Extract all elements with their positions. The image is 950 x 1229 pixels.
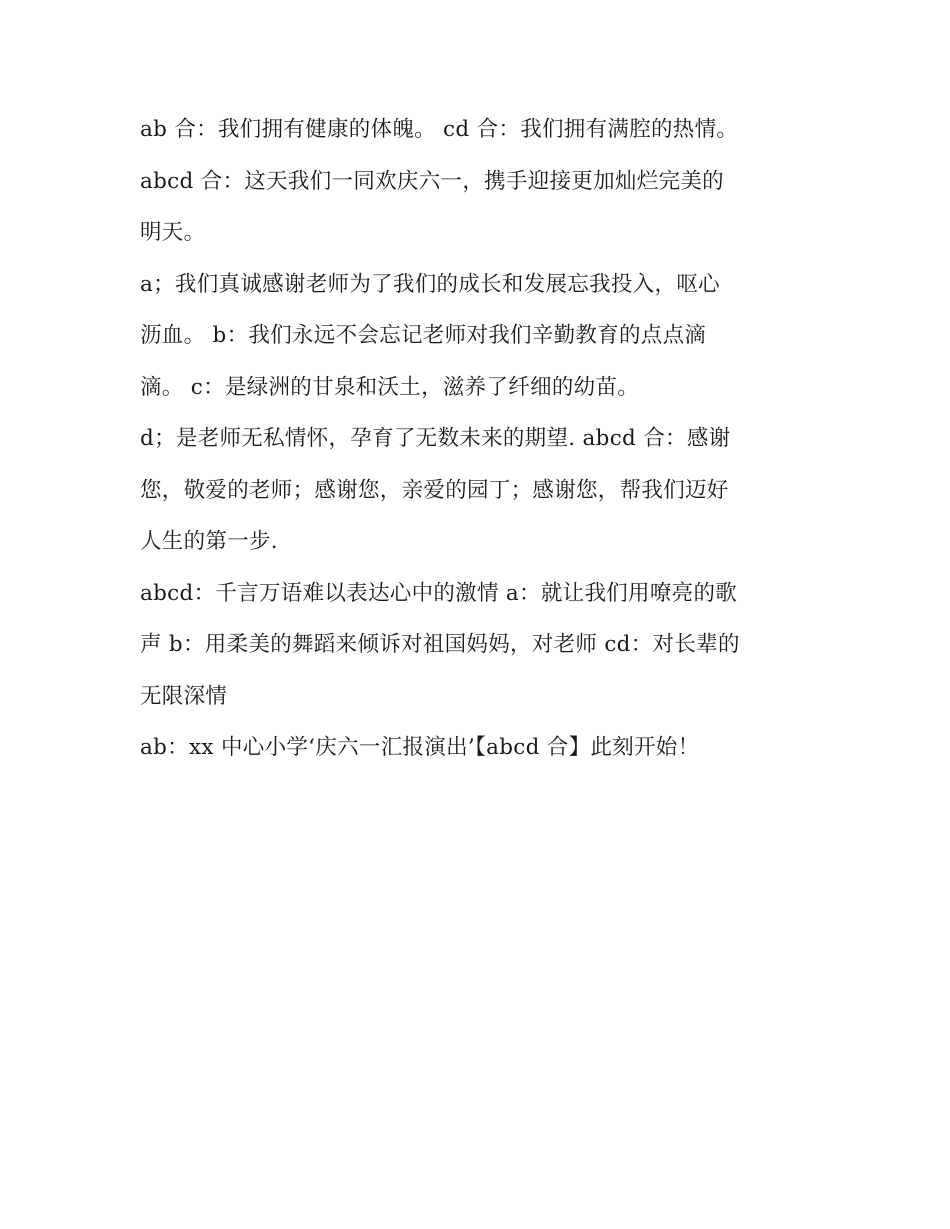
text-line: ab 合：我们拥有健康的体魄。 cd 合：我们拥有满腔的热情。 — [140, 117, 739, 142]
text-line: 明天。 — [140, 220, 206, 245]
text-line: a；我们真诚感谢老师为了我们的成长和发展忘我投入，呕心 — [140, 271, 720, 297]
text-line: ab：xx 中心小学‘庆六一汇报演出’【abcd 合】此刻开始！ — [140, 735, 700, 760]
text-line: 滴。 c：是绿洲的甘泉和沃土，滋养了纤细的幼苗。 — [140, 374, 640, 400]
text-line: 声 b：用柔美的舞蹈来倾诉对祖国妈妈，对老师 cd：对长辈的 — [140, 632, 740, 657]
document-body — [140, 107, 820, 777]
text-line: 您，敬爱的老师；感谢您，亲爱的园丁；感谢您，帮我们迈好 — [140, 477, 729, 503]
text-line: abcd 合：这天我们一同欢庆六一，携手迎接更加灿烂完美的 — [140, 168, 724, 194]
text-line: d；是老师无私情怀，孕育了无数未来的期望. abcd 合：感谢 — [140, 426, 731, 451]
text-line: abcd：千言万语难以表达心中的激情 a：就让我们用嘹亮的歌 — [140, 580, 738, 606]
text-line: 人生的第一步. — [140, 529, 278, 554]
text-line: 无限深情 — [140, 683, 228, 709]
text-line: 沥血。 b：我们永远不会忘记老师对我们辛勤教育的点点滴 — [140, 323, 707, 348]
